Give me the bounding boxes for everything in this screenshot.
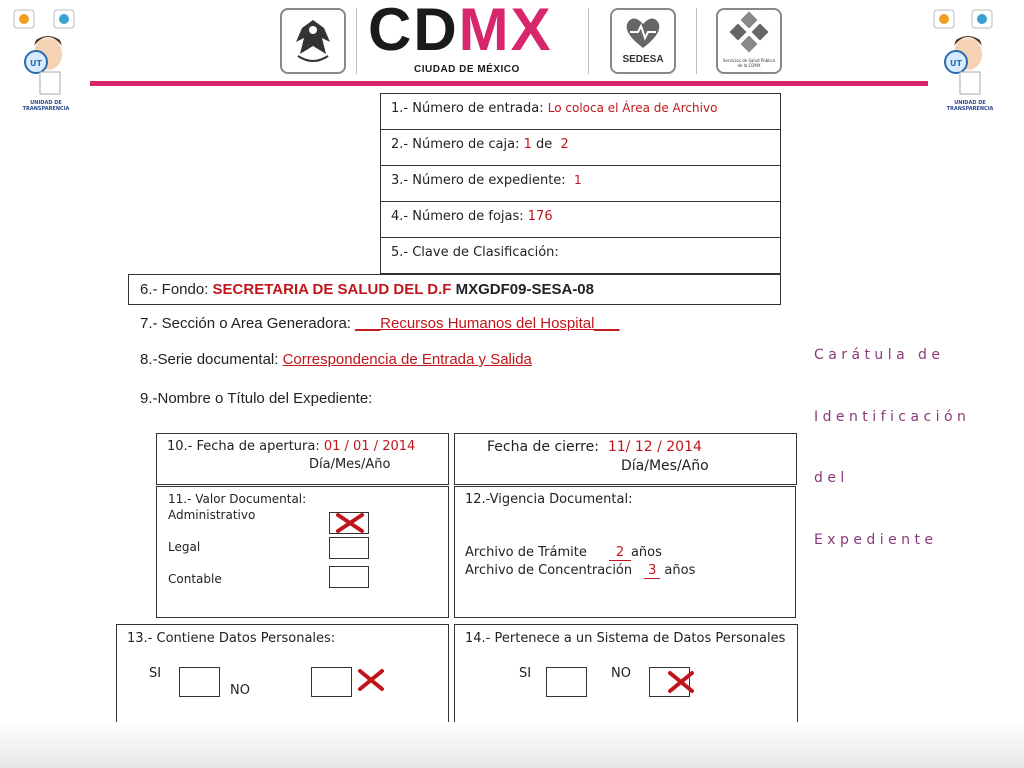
cierre-value: 11/ 12 / 2014 bbox=[607, 439, 702, 455]
apertura-line bbox=[167, 439, 415, 454]
vigencia-title: 12.-Vigencia Documental: bbox=[465, 492, 633, 507]
nombre-line bbox=[140, 390, 372, 407]
expediente-label: 3.- Número de expediente: bbox=[391, 173, 566, 188]
cierre-format: Día/Mes/Año bbox=[621, 458, 709, 474]
servicios-label: Servicios de Salud Pública de la CDMX bbox=[722, 58, 776, 68]
datos13-title: 13.- Contiene Datos Personales: bbox=[127, 631, 336, 646]
clave-label: 5.- Clave de Clasificación: bbox=[391, 245, 559, 260]
checkbox-contable[interactable] bbox=[329, 566, 369, 588]
fojas-value: 176 bbox=[527, 209, 553, 224]
entrada-label: 1.- Número de entrada: bbox=[391, 101, 544, 116]
entrada-value: Lo coloca el Área de Archivo bbox=[547, 101, 718, 115]
eagle-seal-icon bbox=[282, 10, 344, 72]
caja-row bbox=[380, 129, 781, 166]
concentracion-label: Archivo de Concentración bbox=[465, 563, 633, 578]
vigencia-tramite bbox=[465, 545, 662, 561]
sedesa-label: SEDESA bbox=[622, 54, 664, 65]
diamond-cluster-icon bbox=[718, 10, 780, 58]
datos14-si-checkbox[interactable] bbox=[546, 667, 587, 697]
ut-logo-left bbox=[6, 6, 86, 110]
vigencia-box bbox=[454, 486, 796, 618]
serie-line bbox=[140, 351, 532, 368]
tramite-label: Archivo de Trámite bbox=[465, 545, 587, 560]
tramite-value: 2 bbox=[609, 545, 631, 561]
valor-opt-legal: Legal bbox=[168, 540, 201, 554]
concentracion-value: 3 bbox=[644, 563, 660, 579]
expediente-value: 1 bbox=[573, 173, 582, 187]
doctor-mascot-icon bbox=[6, 6, 86, 96]
cierre-line bbox=[487, 439, 702, 455]
checked-x-icon bbox=[357, 668, 385, 692]
government-seal-logo bbox=[280, 8, 346, 74]
apertura-box bbox=[156, 433, 449, 485]
ut-logo-right bbox=[930, 6, 1010, 110]
datos13-si-label: SI bbox=[149, 666, 162, 681]
side-title-line1: C a r á t u l a d e bbox=[814, 347, 940, 363]
header-separator-1 bbox=[356, 8, 357, 74]
side-title-line4: E x p e d i e n t e bbox=[814, 531, 934, 548]
ut-label-left: UNIDAD DE TRANSPARENCIA bbox=[22, 100, 70, 112]
datos-personales-box bbox=[116, 624, 449, 726]
heartbeat-icon bbox=[612, 10, 674, 54]
fondo-value: SECRETARIA DE SALUD DEL D.F bbox=[212, 281, 452, 298]
caja-value: 1 bbox=[523, 137, 532, 152]
cdmx-subtitle: CIUDAD DE MÉXICO bbox=[414, 64, 520, 75]
datos14-title: 14.- Pertenece a un Sistema de Datos Personales bbox=[465, 631, 786, 646]
serie-value: Correspondencia de Entrada y Salida bbox=[282, 351, 532, 368]
datos14-si-label: SI bbox=[519, 666, 532, 681]
fondo-label: 6.- Fondo: bbox=[140, 281, 209, 298]
seccion-label: 7.- Sección o Area Generadora: bbox=[140, 315, 351, 332]
nombre-label: 9.-Nombre o Título del Expediente: bbox=[140, 390, 373, 407]
ut-badge-text-right: UT bbox=[950, 59, 962, 68]
valor-opt-administrativo: Administrativo bbox=[168, 508, 256, 522]
fondo-code: MXGDF09-SESA-08 bbox=[455, 281, 594, 298]
apertura-value: 01 / 01 / 2014 bbox=[323, 439, 416, 454]
footer-band bbox=[0, 722, 1024, 768]
header-separator-3 bbox=[696, 8, 697, 74]
concentracion-unit: años bbox=[664, 563, 696, 578]
entrada-row bbox=[380, 93, 781, 130]
valor-box bbox=[156, 486, 449, 618]
seccion-line bbox=[140, 315, 619, 332]
caja-de: de bbox=[536, 137, 553, 152]
caja-total: 2 bbox=[560, 137, 569, 152]
tramite-unit: años bbox=[630, 545, 662, 560]
vigencia-concentracion bbox=[465, 563, 695, 579]
cdmx-wordmark: CDMX bbox=[368, 0, 553, 63]
valor-title: 11.- Valor Documental: bbox=[168, 492, 307, 506]
doctor-mascot-icon bbox=[930, 6, 1010, 96]
servicios-salud-logo bbox=[716, 8, 782, 74]
clave-row bbox=[380, 237, 781, 274]
ut-badge-text-left: UT bbox=[30, 59, 42, 68]
fojas-label: 4.- Número de fojas: bbox=[391, 209, 524, 224]
fondo-row bbox=[128, 274, 781, 305]
caja-label: 2.- Número de caja: bbox=[391, 137, 520, 152]
datos13-no-label: NO bbox=[230, 683, 250, 698]
expediente-row bbox=[380, 165, 781, 202]
cierre-box bbox=[454, 433, 797, 485]
fojas-row bbox=[380, 201, 781, 238]
side-title-line2: I d e n t i f i c a c i ó n bbox=[814, 408, 966, 425]
checked-x-icon bbox=[667, 670, 695, 694]
datos13-si-checkbox[interactable] bbox=[179, 667, 220, 697]
valor-opt-contable: Contable bbox=[168, 572, 222, 586]
side-title bbox=[814, 304, 966, 571]
checkbox-legal[interactable] bbox=[329, 537, 369, 559]
seccion-value: ___Recursos Humanos del Hospital___ bbox=[355, 315, 620, 332]
datos13-no-checkbox[interactable] bbox=[311, 667, 352, 697]
serie-label: 8.-Serie documental: bbox=[140, 351, 279, 368]
sedesa-logo bbox=[610, 8, 676, 74]
side-title-line3: d e l bbox=[814, 470, 845, 486]
ut-label-right: UNIDAD DE TRANSPARENCIA bbox=[946, 100, 994, 112]
checked-x-icon bbox=[335, 512, 365, 534]
cierre-label: Fecha de cierre: bbox=[487, 439, 599, 455]
header-separator-2 bbox=[588, 8, 589, 74]
header-divider bbox=[90, 81, 928, 86]
datos14-no-label: NO bbox=[611, 666, 631, 681]
apertura-label: 10.- Fecha de apertura: bbox=[167, 439, 320, 454]
apertura-format: Día/Mes/Año bbox=[309, 457, 391, 472]
cdmx-logo bbox=[364, 0, 584, 80]
sistema-datos-box bbox=[454, 624, 798, 726]
